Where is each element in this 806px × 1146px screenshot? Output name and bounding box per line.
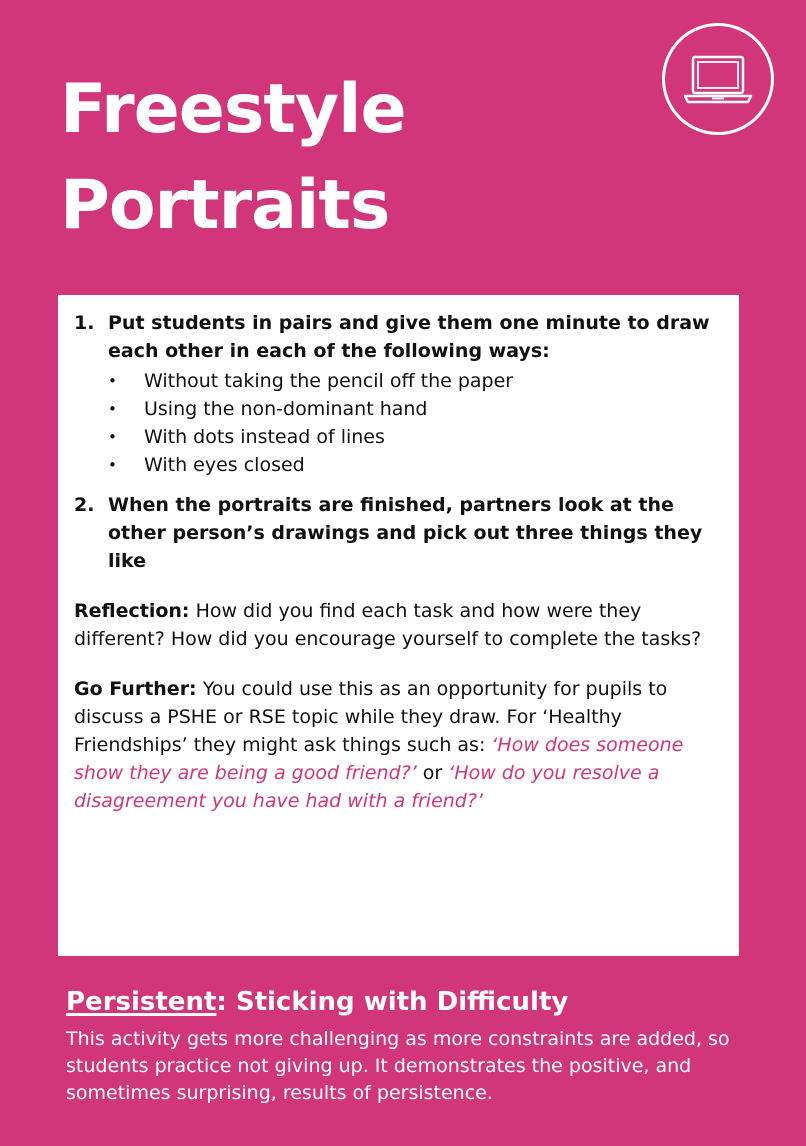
- reflection-paragraph: [74, 597, 723, 653]
- footer-heading-keyword: Persistent: [66, 987, 217, 1017]
- list-item: • Using the non-dominant hand: [108, 395, 723, 423]
- reflection-label: Reflection:: [74, 600, 190, 622]
- step-number: 2.: [74, 494, 95, 516]
- connector-text: or: [416, 762, 449, 784]
- step-2: [74, 491, 723, 575]
- title-line-2: Portraits: [60, 166, 390, 245]
- footer-text: This activity gets more challenging as more constraints are added, so students practice not giving up. It demonstrates the positive, and sometimes surprising, results of persistence.: [66, 1028, 730, 1104]
- go-further-label: Go Further:: [74, 678, 197, 700]
- go-further-text: You could use this as an opportunity for pupils to discuss a PSHE or RSE topic while they draw. For ‘Healthy Friendships’ they might ask things such as:: [74, 678, 668, 756]
- footer-section: [66, 980, 766, 1107]
- example-question-1: ‘How does someone show they are being a good friend?’: [74, 734, 684, 784]
- step-1: [74, 309, 723, 365]
- reflection-text: How did you find each task and how were they different? How did you encourage yourself to complete the tasks?: [74, 600, 702, 650]
- list-item: • With eyes closed: [108, 451, 723, 479]
- bullet-list: [74, 367, 723, 479]
- laptop-icon: [683, 54, 753, 106]
- footer-heading: [66, 980, 766, 1024]
- laptop-icon-badge: [662, 23, 774, 135]
- title-line-1: Freestyle: [60, 70, 406, 149]
- step-text: When the portraits are finished, partners look at the other person’s drawings and pick out three things they like: [108, 494, 703, 572]
- go-further-paragraph: [74, 675, 723, 815]
- list-item: • With dots instead of lines: [108, 423, 723, 451]
- step-text: Put students in pairs and give them one minute to draw each other in each of the following ways:: [108, 312, 710, 362]
- instructions-card: [58, 295, 739, 956]
- example-question-2: ‘How do you resolve a disagreement you have had with a friend?’: [74, 762, 660, 812]
- step-number: 1.: [74, 312, 95, 334]
- footer-heading-rest: : Sticking with Difficulty: [216, 987, 569, 1017]
- list-item: • Without taking the pencil off the paper: [108, 367, 723, 395]
- page-title: [60, 62, 620, 254]
